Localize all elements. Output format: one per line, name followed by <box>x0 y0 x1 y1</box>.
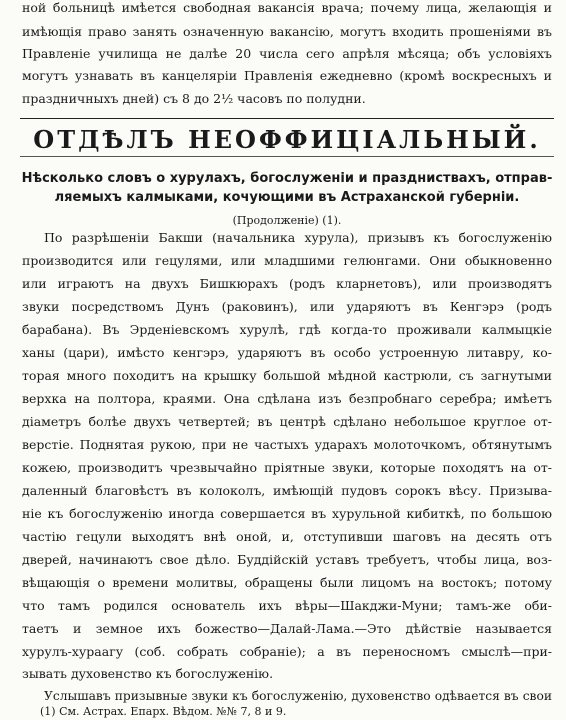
text-line: ніе къ богослуженію иногда совершается въ хурульной кибиткѣ, по большою <box>22 506 552 521</box>
text-line: хурулъ-хураагу (соб. собрать собраніе); а въ переносномъ смыслѣ—при- <box>22 644 552 659</box>
text-line: вѣщающія о времени молитвы, обращены были лицомъ на востокъ; потому <box>22 575 552 590</box>
article-title-line: ляемыхъ калмыками, кочующими въ Астраханской губерніи. <box>54 190 520 205</box>
text-line: діаметръ болѣе двухъ четвертей; въ центрѣ сдѣлано небольшое круглое от- <box>22 414 552 429</box>
section-rule-bottom <box>20 156 554 157</box>
footnote: (1) См. Астрах. Епарх. Вѣдом. №№ 7, 8 и 9. <box>40 705 287 718</box>
text-line: частію гецули выходятъ внѣ оной, и, отступивши шаговъ на десять отъ <box>22 529 552 544</box>
text-line: звуки посредствомъ Дунъ (раковинъ), или ударяютъ въ Кенгэрэ (родъ <box>22 299 552 314</box>
text-line: или играютъ на двухъ Бишкюрахъ (родъ кларнетовъ), или производятъ <box>22 276 552 291</box>
text-line: По разрѣшеніи Бакши (начальника хурула), призывъ къ богослуженію <box>44 230 552 245</box>
text-line: верстіе. Поднятая рукою, при не частыхъ ударахъ молоточкомъ, обтянутымъ <box>22 437 552 452</box>
text-line: ханы (цари), имѣсто кенгэрэ, ударяютъ въ особо устроенную литавру, ко- <box>22 345 552 360</box>
text-line: праздничныхъ дней) съ 8 до 2½ часовъ по полудни. <box>22 91 366 106</box>
text-line: даленный благовѣстъ въ колоколъ, имѣющій пудовъ сорокъ вѣсу. Призыва- <box>22 483 552 498</box>
section-title: ОТДѢЛЪ НЕОФФИЦІАЛЬНЫЙ. <box>33 125 541 154</box>
text-line: могутъ узнавать въ канцеляріи Правленія ежедневно (кромѣ воскресныхъ и <box>22 68 552 83</box>
text-line: зывать духовенство къ богослуженію. <box>22 666 274 681</box>
text-line: барабана). Въ Эрдeніевскомъ хурулѣ, гдѣ когда-то проживали калмыцкіе <box>22 322 552 337</box>
text-line: что тамъ родился основатель ихъ вѣры—Шакджи-Муни; тамъ-же оби- <box>22 598 552 613</box>
text-line: верхка на полтора, краями. Она сдѣлана изъ безпробнаго серебра; имѣетъ <box>22 391 552 406</box>
text-line: таетъ и земное ихъ божество—Далай-Лама.—Это дѣйствіе называется <box>22 621 552 636</box>
text-line: торая много походитъ на крышку большой мѣдной кастрюли, съ загнутыми <box>22 368 552 383</box>
section-rule-top <box>20 118 554 119</box>
text-line: дверей, начинаютъ свое дѣло. Буддійскій уставъ требуетъ, чтобы лица, воз- <box>22 552 552 567</box>
text-line: имѣющія право занять означенную вакансію, могутъ входить прошеніями въ <box>22 24 552 39</box>
text-line: Правленіе училища не далѣе 20 числа сего апрѣля мѣсяца; объ условіяхъ <box>22 46 552 61</box>
text-line: производится или гецулями, или младшими гелюнгами. Они обыкновенно <box>22 253 552 268</box>
text-line: ной больницѣ имѣется свободная вакансія врача; почему лица, желающія и <box>22 0 552 15</box>
text-line: Услышавъ призывные звуки къ богослуженію, духовенство одѣвается въ свои <box>44 689 552 703</box>
article-title-line: Нѣсколько словъ о хурулахъ, богослуженіи и праздниствахъ, отправ- <box>21 171 553 186</box>
text-line: кожею, производитъ чрезвычайно пріятные звуки, которые походятъ на от- <box>22 460 552 475</box>
continuation-note: (Продолженіе) (1). <box>232 214 342 227</box>
